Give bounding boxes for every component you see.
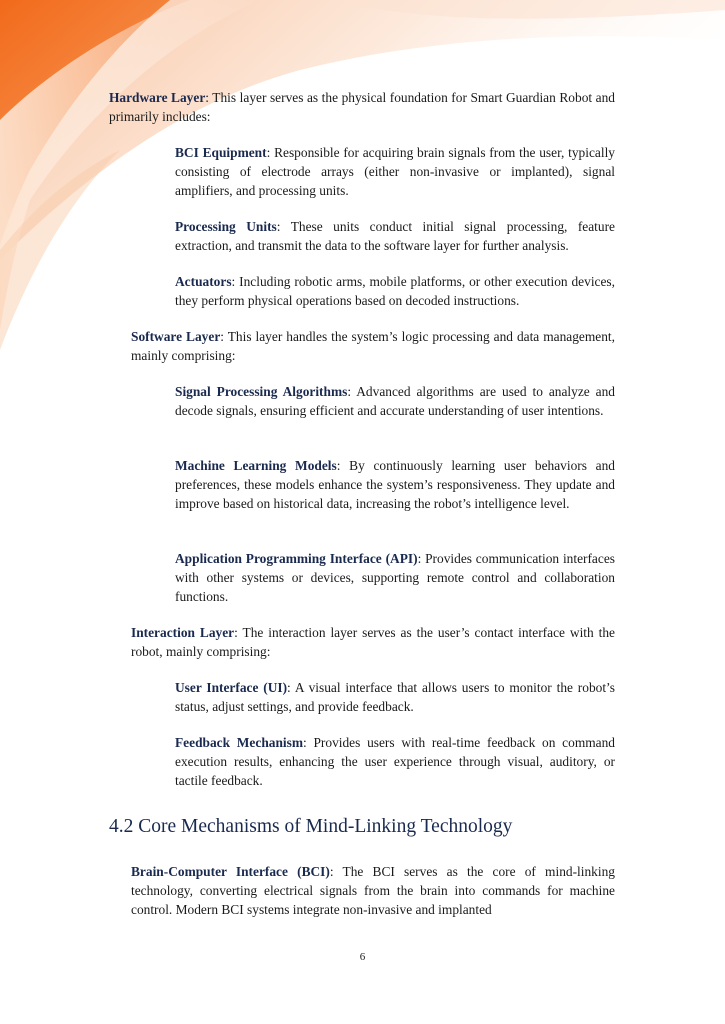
- term-user-interface: User Interface (UI): [175, 680, 288, 695]
- text-interaction-layer: : The interaction layer serves as the user’s contact interface with the robot, mainly comprising:: [131, 625, 615, 659]
- term-brain-computer-interface: Brain-Computer Interface (BCI): [131, 864, 330, 879]
- page-number: 6: [359, 951, 366, 963]
- paragraph-bci-equipment: [175, 143, 615, 200]
- term-actuators: Actuators: [175, 274, 232, 289]
- text-hardware-layer: : This layer serves as the physical foundation for Smart Guardian Robot and primarily includes:: [109, 90, 615, 124]
- term-feedback-mechanism: Feedback Mechanism: [175, 735, 303, 750]
- text-brain-computer-interface: : The BCI serves as the core of mind-linking technology, converting electrical signals from the brain into commands for machine control. Modern BCI systems integrate non-invasive and implanted: [131, 864, 615, 917]
- text-bci-equipment: : Responsible for acquiring brain signals from the user, typically consisting of electrode arrays (either non-invasive or implanted), signal amplifiers, and processing units.: [175, 145, 615, 198]
- term-hardware-layer: Hardware Layer: [109, 90, 206, 105]
- section-heading: 4.2 Core Mechanisms of Mind-Linking Technology: [109, 816, 513, 837]
- term-interaction-layer: Interaction Layer: [131, 625, 235, 640]
- text-actuators: : Including robotic arms, mobile platforms, or other execution devices, they perform physical operations based on decoded instructions.: [175, 274, 615, 308]
- paragraph-interaction-layer: [131, 623, 615, 661]
- text-user-interface: : A visual interface that allows users to monitor the robot’s status, adjust settings, and provide feedback.: [175, 680, 615, 714]
- term-bci-equipment: BCI Equipment: [175, 145, 267, 160]
- term-signal-processing: Signal Processing Algorithms: [175, 384, 348, 399]
- text-api: : Provides communication interfaces with other systems or devices, supporting remote control and collaboration functions.: [175, 551, 615, 604]
- paragraph-processing-units: [175, 217, 615, 255]
- paragraph-feedback-mechanism: [175, 733, 615, 790]
- paragraph-software-layer: [131, 327, 615, 365]
- text-signal-processing: : Advanced algorithms are used to analyze and decode signals, ensuring efficient and accurate understanding of user intentions.: [175, 384, 615, 418]
- paragraph-machine-learning: [175, 456, 615, 513]
- paragraph-hardware-layer: [109, 88, 615, 126]
- paragraph-api: [175, 549, 615, 606]
- paragraph-brain-computer-interface: [131, 862, 615, 919]
- text-software-layer: : This layer handles the system’s logic processing and data management, mainly comprising:: [131, 329, 615, 363]
- term-api: Application Programming Interface (API): [175, 551, 418, 566]
- text-feedback-mechanism: : Provides users with real-time feedback on command execution results, enhancing the user experience through visual, auditory, or tactile feedback.: [175, 735, 615, 788]
- paragraph-signal-processing: [175, 382, 615, 420]
- term-software-layer: Software Layer: [131, 329, 221, 344]
- term-machine-learning: Machine Learning Models: [175, 458, 337, 473]
- text-machine-learning: : By continuously learning user behaviors and preferences, these models enhance the system’s responsiveness. They update and improve based on historical data, increasing the robot’s intelligence level.: [175, 458, 615, 511]
- paragraph-user-interface: [175, 678, 615, 716]
- term-processing-units: Processing Units: [175, 219, 277, 234]
- text-processing-units: : These units conduct initial signal processing, feature extraction, and transmit the data to the software layer for further analysis.: [175, 219, 616, 253]
- paragraph-actuators: [175, 272, 615, 310]
